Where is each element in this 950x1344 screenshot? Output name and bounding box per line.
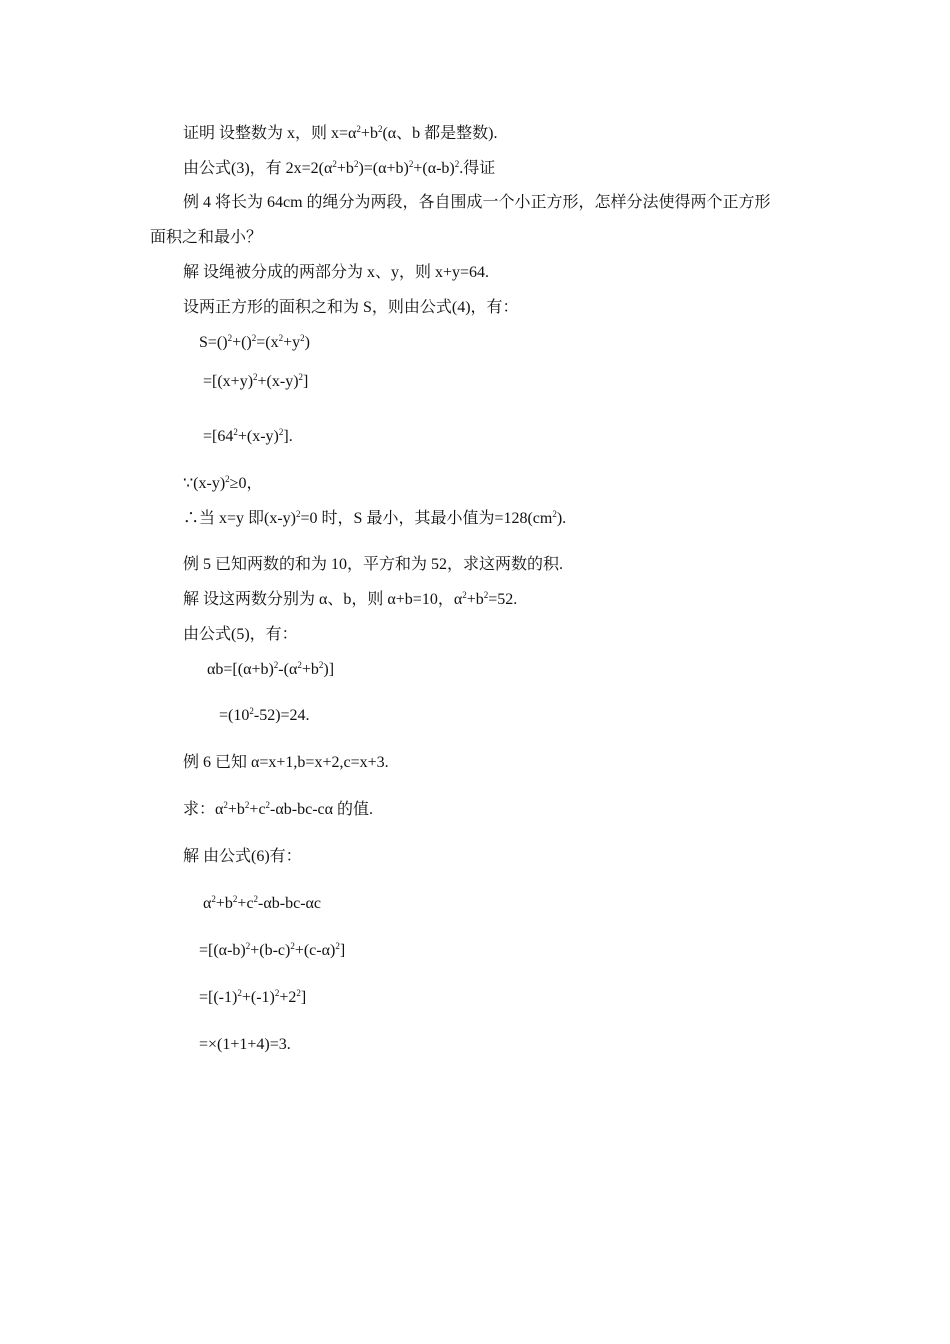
equation-line: $=[(-1)^2+(-1)^2+2^2]$ [199, 988, 307, 1006]
therefore-statement: ∴当 x=y 即$(x-y)^2=0$ 时，S 最小，其最小值为$=128(cm^2)$. [183, 509, 567, 527]
example-6-heading: 例 6 已知 α=x+1,b=x+2,c=x+3. [183, 754, 389, 771]
equation-line: $=[(x+y)^2+(x-y)^2]$ [203, 372, 309, 390]
example-4-solution: 解 设绳被分成的两部分为 x、y，则 x+y=64. [183, 264, 490, 281]
equation-line: $=[64^2+(x-y)^2]$. [203, 427, 293, 445]
equation-line: $=(10^2-52)=24$. [219, 706, 310, 724]
example-4-continued: 面积之和最小？ [150, 229, 263, 246]
proof-conclusion: 由公式(3)，有 $2x=2(\alpha^2+b^2)=(\alpha+b)^2+(\alpha-b)^2$.得证 [183, 159, 496, 177]
example-4-heading: 例 4 将长为 64cm 的绳分为两段，各自围成一个小正方形，怎样分法使得两个正方形 [183, 194, 771, 211]
equation-line: =×(1+1+4)=3. [199, 1036, 291, 1053]
example-5-heading: 例 5 已知两数的和为 10，平方和为 52，求这两数的积. [183, 556, 564, 573]
equation-line: $\alpha^2+b^2+c^2-\alpha b-bc-\alpha c$ [203, 894, 321, 912]
example-5-solution: 解 设这两数分别为 α、b，则 α+b=10，$\alpha^2+b^2=52$. [183, 590, 518, 608]
since-statement: $\because(x-y)^2\ge 0$， [183, 474, 263, 492]
proof-statement: 证明 设整数为 x，则 $x=\alpha^2+b^2(\alpha$、b 都是整数). [183, 124, 498, 142]
example-5-formula: 由公式(5)，有： [183, 626, 298, 643]
example-6-solution: 解 由公式(6)有： [183, 848, 302, 865]
example-4-setup: 设两正方形的面积之和为 S，则由公式(4)，有： [183, 299, 519, 316]
equation-line: $\alpha b=[(\alpha+b)^2-(\alpha^2+b^2)]$ [207, 660, 335, 678]
equation-line: $=[(\alpha-b)^2+(b-c)^2+(c-\alpha)^2]$ [199, 941, 346, 959]
equation-line: $S=()^2+()^2=(x^2+y^2)$ [199, 333, 310, 351]
example-6-question: 求：$\alpha^2+b^2+c^2-\alpha b-bc-c\alpha$ 的值. [183, 800, 374, 818]
